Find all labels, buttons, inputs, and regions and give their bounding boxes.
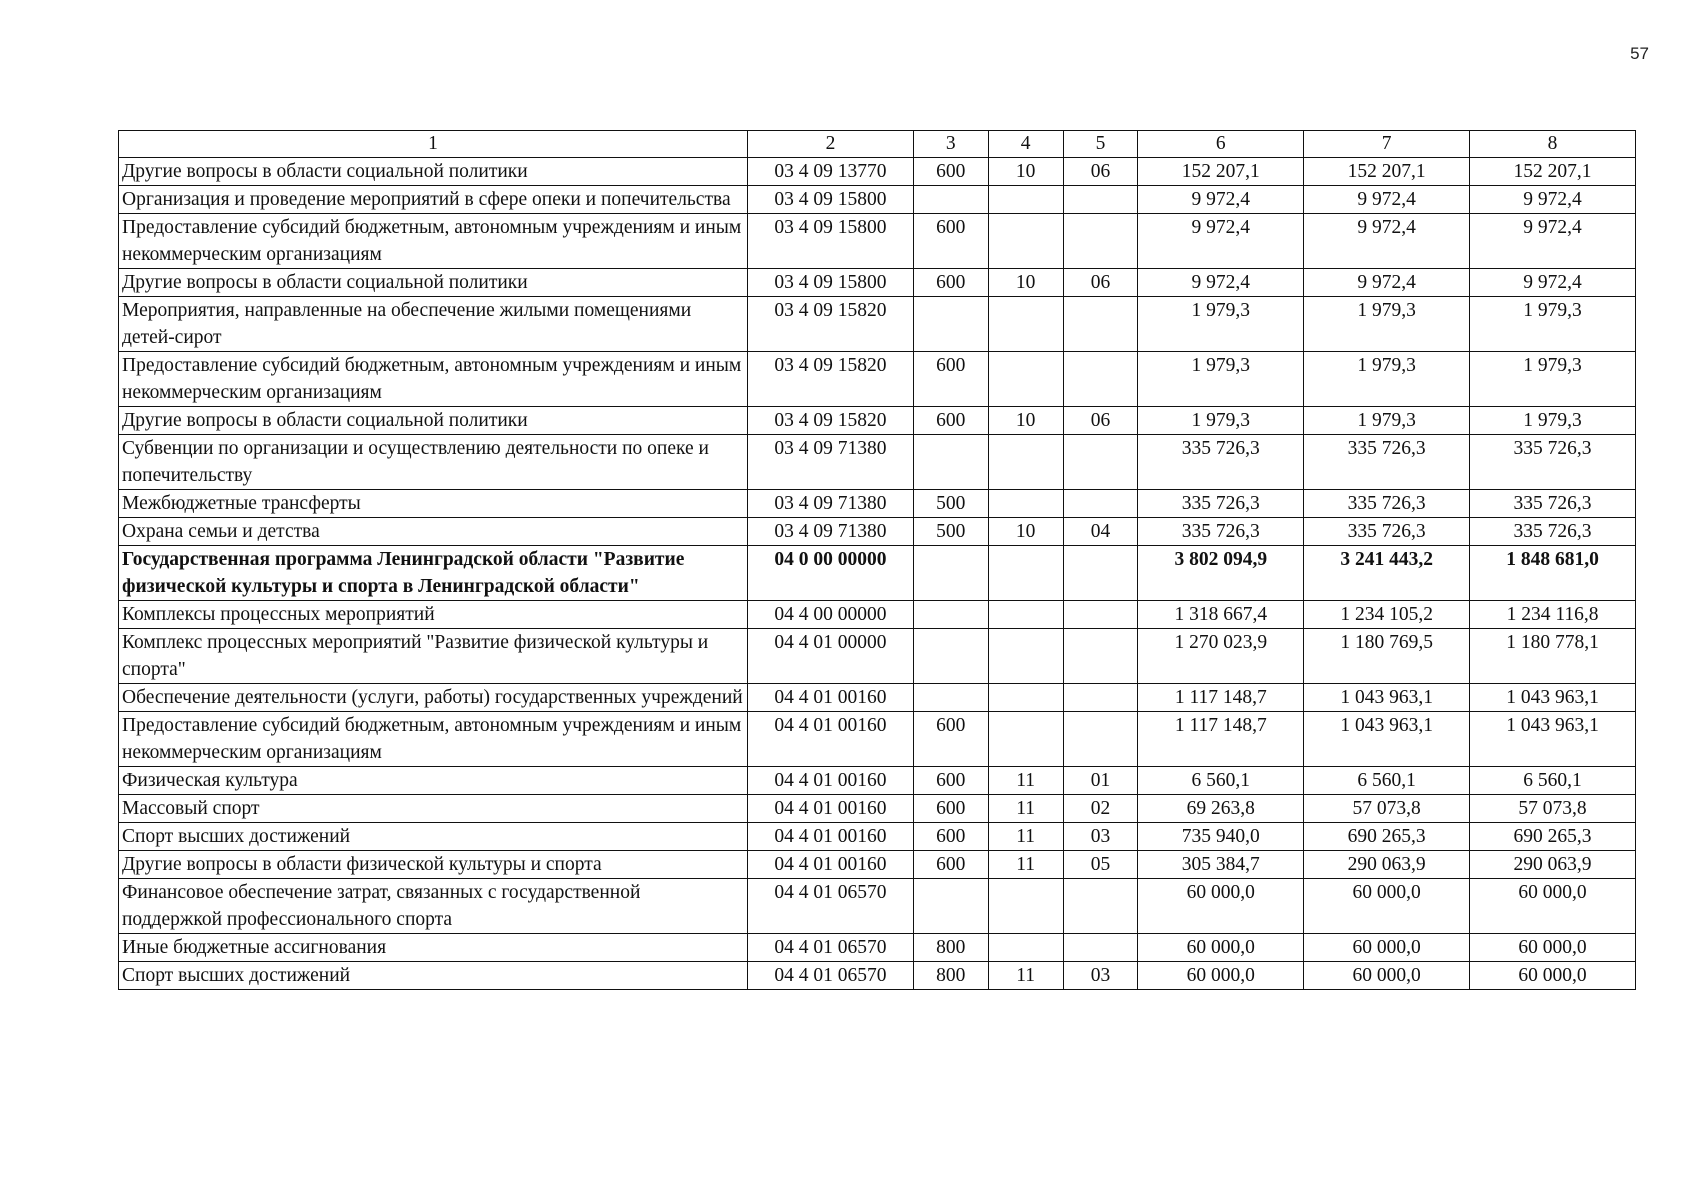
subsection-cell xyxy=(1063,186,1138,214)
item-name-cell: Спорт высших достижений xyxy=(119,962,748,990)
amount-col8-cell: 60 000,0 xyxy=(1470,934,1636,962)
amount-col7-cell: 9 972,4 xyxy=(1304,214,1470,269)
table-row xyxy=(119,407,1636,435)
expense-type-cell xyxy=(913,879,988,934)
amount-col7-cell: 335 726,3 xyxy=(1304,435,1470,490)
table-row xyxy=(119,795,1636,823)
amount-col8-cell: 60 000,0 xyxy=(1470,879,1636,934)
amount-col8-cell: 9 972,4 xyxy=(1470,214,1636,269)
amount-col6-cell: 9 972,4 xyxy=(1138,269,1304,297)
section-cell xyxy=(988,186,1063,214)
target-code-cell: 04 4 00 00000 xyxy=(748,601,914,629)
table-row xyxy=(119,546,1636,601)
header-cell: 1 xyxy=(119,131,748,158)
target-code-cell: 04 4 01 06570 xyxy=(748,879,914,934)
subsection-cell xyxy=(1063,546,1138,601)
expense-type-cell: 600 xyxy=(913,269,988,297)
expense-type-cell xyxy=(913,684,988,712)
amount-col8-cell: 57 073,8 xyxy=(1470,795,1636,823)
item-name-cell: Межбюджетные трансферты xyxy=(119,490,748,518)
amount-col6-cell: 1 117 148,7 xyxy=(1138,712,1304,767)
expense-type-cell: 600 xyxy=(913,851,988,879)
subsection-cell xyxy=(1063,712,1138,767)
amount-col6-cell: 1 318 667,4 xyxy=(1138,601,1304,629)
target-code-cell: 03 4 09 71380 xyxy=(748,490,914,518)
section-cell xyxy=(988,934,1063,962)
amount-col7-cell: 152 207,1 xyxy=(1304,158,1470,186)
target-code-cell: 04 4 01 00160 xyxy=(748,684,914,712)
header-cell: 7 xyxy=(1304,131,1470,158)
expense-type-cell: 800 xyxy=(913,934,988,962)
target-code-cell: 03 4 09 71380 xyxy=(748,518,914,546)
target-code-cell: 03 4 09 15820 xyxy=(748,297,914,352)
target-code-cell: 04 4 01 00160 xyxy=(748,767,914,795)
amount-col6-cell: 1 979,3 xyxy=(1138,407,1304,435)
amount-col7-cell: 1 043 963,1 xyxy=(1304,712,1470,767)
expense-type-cell: 600 xyxy=(913,407,988,435)
table-row xyxy=(119,767,1636,795)
table-row xyxy=(119,158,1636,186)
section-cell xyxy=(988,352,1063,407)
item-name-cell: Другие вопросы в области социальной политики xyxy=(119,158,748,186)
amount-col7-cell: 3 241 443,2 xyxy=(1304,546,1470,601)
amount-col6-cell: 1 979,3 xyxy=(1138,352,1304,407)
subsection-cell: 03 xyxy=(1063,962,1138,990)
target-code-cell: 04 0 00 00000 xyxy=(748,546,914,601)
amount-col6-cell: 735 940,0 xyxy=(1138,823,1304,851)
table-row xyxy=(119,684,1636,712)
amount-col7-cell: 57 073,8 xyxy=(1304,795,1470,823)
target-code-cell: 03 4 09 15820 xyxy=(748,352,914,407)
amount-col7-cell: 1 979,3 xyxy=(1304,407,1470,435)
subsection-cell: 06 xyxy=(1063,269,1138,297)
section-cell xyxy=(988,297,1063,352)
expense-type-cell xyxy=(913,186,988,214)
subsection-cell: 06 xyxy=(1063,158,1138,186)
table-row xyxy=(119,214,1636,269)
amount-col8-cell: 1 979,3 xyxy=(1470,407,1636,435)
table-row xyxy=(119,269,1636,297)
amount-col8-cell: 690 265,3 xyxy=(1470,823,1636,851)
item-name-cell: Иные бюджетные ассигнования xyxy=(119,934,748,962)
table-row xyxy=(119,518,1636,546)
amount-col6-cell: 9 972,4 xyxy=(1138,214,1304,269)
target-code-cell: 04 4 01 00160 xyxy=(748,712,914,767)
page-number: 57 xyxy=(1630,44,1649,63)
item-name-cell: Организация и проведение мероприятий в сфере опеки и попечительства xyxy=(119,186,748,214)
expense-type-cell xyxy=(913,297,988,352)
amount-col7-cell: 1 180 769,5 xyxy=(1304,629,1470,684)
section-cell: 10 xyxy=(988,407,1063,435)
amount-col6-cell: 1 117 148,7 xyxy=(1138,684,1304,712)
target-code-cell: 03 4 09 15820 xyxy=(748,407,914,435)
amount-col6-cell: 60 000,0 xyxy=(1138,879,1304,934)
section-cell xyxy=(988,546,1063,601)
expense-type-cell: 600 xyxy=(913,712,988,767)
section-cell xyxy=(988,435,1063,490)
subsection-cell: 06 xyxy=(1063,407,1138,435)
item-name-cell: Другие вопросы в области социальной политики xyxy=(119,407,748,435)
section-cell: 11 xyxy=(988,823,1063,851)
amount-col6-cell: 60 000,0 xyxy=(1138,934,1304,962)
budget-table xyxy=(118,130,1636,990)
table-row xyxy=(119,962,1636,990)
amount-col6-cell: 305 384,7 xyxy=(1138,851,1304,879)
section-cell: 11 xyxy=(988,962,1063,990)
amount-col8-cell: 9 972,4 xyxy=(1470,186,1636,214)
target-code-cell: 03 4 09 13770 xyxy=(748,158,914,186)
subsection-cell xyxy=(1063,490,1138,518)
amount-col8-cell: 1 043 963,1 xyxy=(1470,684,1636,712)
amount-col6-cell: 335 726,3 xyxy=(1138,518,1304,546)
header-cell: 4 xyxy=(988,131,1063,158)
amount-col7-cell: 335 726,3 xyxy=(1304,518,1470,546)
amount-col8-cell: 1 979,3 xyxy=(1470,352,1636,407)
amount-col6-cell: 335 726,3 xyxy=(1138,435,1304,490)
amount-col7-cell: 290 063,9 xyxy=(1304,851,1470,879)
target-code-cell: 04 4 01 00160 xyxy=(748,823,914,851)
subsection-cell: 03 xyxy=(1063,823,1138,851)
amount-col8-cell: 60 000,0 xyxy=(1470,962,1636,990)
amount-col7-cell: 335 726,3 xyxy=(1304,490,1470,518)
table-row xyxy=(119,601,1636,629)
item-name-cell: Комплексы процессных мероприятий xyxy=(119,601,748,629)
amount-col6-cell: 1 270 023,9 xyxy=(1138,629,1304,684)
item-name-cell: Предоставление субсидий бюджетным, автономным учреждениям и иным некоммерческим организациям xyxy=(119,214,748,269)
table-row xyxy=(119,823,1636,851)
header-cell: 3 xyxy=(913,131,988,158)
subsection-cell xyxy=(1063,435,1138,490)
expense-type-cell: 600 xyxy=(913,767,988,795)
section-cell xyxy=(988,684,1063,712)
amount-col7-cell: 1 979,3 xyxy=(1304,352,1470,407)
table-row xyxy=(119,712,1636,767)
table-header xyxy=(119,131,1636,158)
amount-col7-cell: 690 265,3 xyxy=(1304,823,1470,851)
section-cell xyxy=(988,601,1063,629)
target-code-cell: 04 4 01 00160 xyxy=(748,795,914,823)
expense-type-cell: 500 xyxy=(913,518,988,546)
amount-col6-cell: 1 979,3 xyxy=(1138,297,1304,352)
item-name-cell: Физическая культура xyxy=(119,767,748,795)
item-name-cell: Охрана семьи и детства xyxy=(119,518,748,546)
amount-col8-cell: 152 207,1 xyxy=(1470,158,1636,186)
expense-type-cell: 500 xyxy=(913,490,988,518)
section-cell: 11 xyxy=(988,767,1063,795)
amount-col8-cell: 1 979,3 xyxy=(1470,297,1636,352)
subsection-cell: 01 xyxy=(1063,767,1138,795)
table-row xyxy=(119,879,1636,934)
expense-type-cell: 600 xyxy=(913,795,988,823)
subsection-cell: 05 xyxy=(1063,851,1138,879)
amount-col6-cell: 9 972,4 xyxy=(1138,186,1304,214)
subsection-cell: 04 xyxy=(1063,518,1138,546)
table-row xyxy=(119,435,1636,490)
item-name-cell: Государственная программа Ленинградской области "Развитие физической культуры и спорта в Ленинградской области" xyxy=(119,546,748,601)
subsection-cell xyxy=(1063,684,1138,712)
section-cell: 10 xyxy=(988,269,1063,297)
target-code-cell: 03 4 09 15800 xyxy=(748,214,914,269)
amount-col7-cell: 60 000,0 xyxy=(1304,879,1470,934)
subsection-cell xyxy=(1063,879,1138,934)
expense-type-cell xyxy=(913,601,988,629)
amount-col8-cell: 1 180 778,1 xyxy=(1470,629,1636,684)
section-cell: 11 xyxy=(988,795,1063,823)
expense-type-cell: 600 xyxy=(913,823,988,851)
subsection-cell: 02 xyxy=(1063,795,1138,823)
expense-type-cell: 600 xyxy=(913,214,988,269)
amount-col8-cell: 1 234 116,8 xyxy=(1470,601,1636,629)
amount-col8-cell: 335 726,3 xyxy=(1470,435,1636,490)
section-cell xyxy=(988,214,1063,269)
table-row xyxy=(119,297,1636,352)
amount-col8-cell: 1 043 963,1 xyxy=(1470,712,1636,767)
item-name-cell: Другие вопросы в области физической культуры и спорта xyxy=(119,851,748,879)
table-body xyxy=(119,158,1636,990)
item-name-cell: Комплекс процессных мероприятий "Развитие физической культуры и спорта" xyxy=(119,629,748,684)
subsection-cell xyxy=(1063,629,1138,684)
section-cell: 10 xyxy=(988,518,1063,546)
table-row xyxy=(119,934,1636,962)
amount-col7-cell: 1 234 105,2 xyxy=(1304,601,1470,629)
amount-col6-cell: 152 207,1 xyxy=(1138,158,1304,186)
target-code-cell: 04 4 01 00000 xyxy=(748,629,914,684)
subsection-cell xyxy=(1063,601,1138,629)
amount-col7-cell: 60 000,0 xyxy=(1304,934,1470,962)
amount-col7-cell: 1 043 963,1 xyxy=(1304,684,1470,712)
section-cell xyxy=(988,629,1063,684)
section-cell: 11 xyxy=(988,851,1063,879)
amount-col6-cell: 3 802 094,9 xyxy=(1138,546,1304,601)
section-cell xyxy=(988,712,1063,767)
subsection-cell xyxy=(1063,352,1138,407)
item-name-cell: Субвенции по организации и осуществлению деятельности по опеке и попечительству xyxy=(119,435,748,490)
header-cell: 6 xyxy=(1138,131,1304,158)
target-code-cell: 04 4 01 06570 xyxy=(748,962,914,990)
amount-col7-cell: 60 000,0 xyxy=(1304,962,1470,990)
expense-type-cell: 600 xyxy=(913,158,988,186)
header-cell: 5 xyxy=(1063,131,1138,158)
subsection-cell xyxy=(1063,214,1138,269)
item-name-cell: Обеспечение деятельности (услуги, работы) государственных учреждений xyxy=(119,684,748,712)
table-row xyxy=(119,186,1636,214)
section-cell xyxy=(988,879,1063,934)
table-row xyxy=(119,629,1636,684)
target-code-cell: 03 4 09 15800 xyxy=(748,269,914,297)
item-name-cell: Мероприятия, направленные на обеспечение жилыми помещениями детей-сирот xyxy=(119,297,748,352)
subsection-cell xyxy=(1063,934,1138,962)
item-name-cell: Массовый спорт xyxy=(119,795,748,823)
table-row xyxy=(119,352,1636,407)
amount-col8-cell: 1 848 681,0 xyxy=(1470,546,1636,601)
amount-col8-cell: 335 726,3 xyxy=(1470,518,1636,546)
amount-col6-cell: 6 560,1 xyxy=(1138,767,1304,795)
amount-col6-cell: 335 726,3 xyxy=(1138,490,1304,518)
section-cell: 10 xyxy=(988,158,1063,186)
expense-type-cell xyxy=(913,546,988,601)
item-name-cell: Предоставление субсидий бюджетным, автономным учреждениям и иным некоммерческим организациям xyxy=(119,712,748,767)
table-row xyxy=(119,490,1636,518)
amount-col6-cell: 69 263,8 xyxy=(1138,795,1304,823)
header-cell: 2 xyxy=(748,131,914,158)
item-name-cell: Спорт высших достижений xyxy=(119,823,748,851)
amount-col7-cell: 1 979,3 xyxy=(1304,297,1470,352)
target-code-cell: 04 4 01 00160 xyxy=(748,851,914,879)
amount-col7-cell: 9 972,4 xyxy=(1304,186,1470,214)
amount-col7-cell: 9 972,4 xyxy=(1304,269,1470,297)
amount-col7-cell: 6 560,1 xyxy=(1304,767,1470,795)
section-cell xyxy=(988,490,1063,518)
target-code-cell: 04 4 01 06570 xyxy=(748,934,914,962)
item-name-cell: Другие вопросы в области социальной политики xyxy=(119,269,748,297)
amount-col8-cell: 335 726,3 xyxy=(1470,490,1636,518)
amount-col6-cell: 60 000,0 xyxy=(1138,962,1304,990)
expense-type-cell xyxy=(913,629,988,684)
expense-type-cell: 600 xyxy=(913,352,988,407)
header-cell: 8 xyxy=(1470,131,1636,158)
amount-col8-cell: 290 063,9 xyxy=(1470,851,1636,879)
target-code-cell: 03 4 09 15800 xyxy=(748,186,914,214)
amount-col8-cell: 6 560,1 xyxy=(1470,767,1636,795)
expense-type-cell xyxy=(913,435,988,490)
item-name-cell: Предоставление субсидий бюджетным, автономным учреждениям и иным некоммерческим организациям xyxy=(119,352,748,407)
item-name-cell: Финансовое обеспечение затрат, связанных с государственной поддержкой профессионального спорта xyxy=(119,879,748,934)
subsection-cell xyxy=(1063,297,1138,352)
expense-type-cell: 800 xyxy=(913,962,988,990)
target-code-cell: 03 4 09 71380 xyxy=(748,435,914,490)
table-row xyxy=(119,851,1636,879)
header-row xyxy=(119,131,1636,158)
amount-col8-cell: 9 972,4 xyxy=(1470,269,1636,297)
